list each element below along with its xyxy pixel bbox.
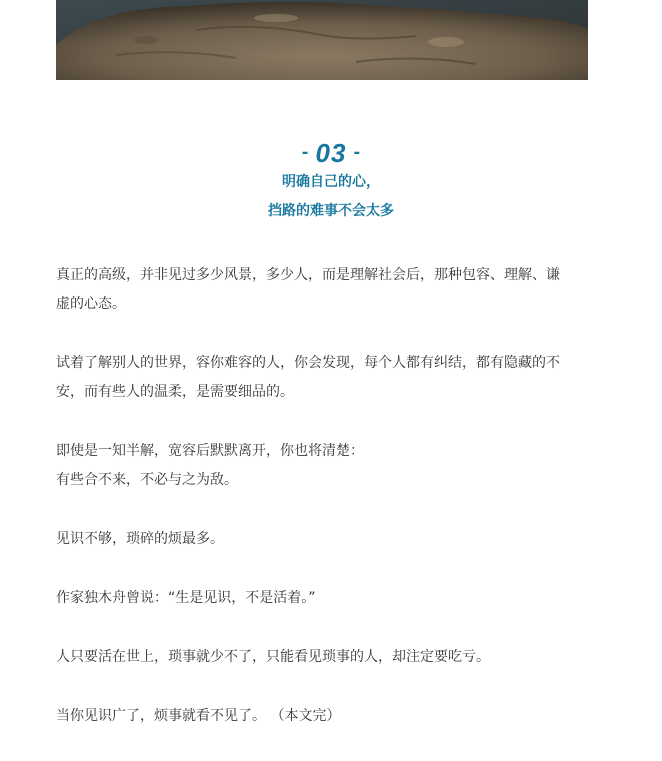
- paragraph-line: 见识不够，琐碎的烦最多。: [56, 531, 224, 547]
- paragraph: [56, 643, 606, 672]
- paragraph-line: 当你见识广了，烦事就看不见了。 （本文完）: [56, 708, 341, 724]
- paragraph-line: 即使是一知半解，宽容后默默离开，你也将清楚：: [56, 443, 364, 459]
- paragraph: [56, 437, 606, 495]
- section-header: [0, 136, 662, 226]
- section-number: 03: [315, 137, 347, 168]
- section-subtitle-line-1: 明确自己的心，: [282, 174, 380, 190]
- paragraph-line: 人只要活在世上，琐事就少不了，只能看见琐事的人，却注定要吃亏。: [56, 649, 490, 665]
- paragraph-line: 试着了解别人的世界，容你难容的人，你会发现，每个人都有纠结，都有隐藏的不: [56, 355, 560, 371]
- hero-image: [56, 0, 588, 80]
- section-number-line: [0, 136, 662, 168]
- paragraph: [56, 584, 606, 613]
- paragraph-line: 真正的高级，并非见过多少风景，多少人，而是理解社会后，那种包容、理解、谦: [56, 267, 560, 283]
- paragraph: [56, 525, 606, 554]
- section-subtitle-line-2: 挡路的难事不会太多: [268, 203, 394, 219]
- paragraph: [56, 702, 606, 731]
- paragraph-line: 虚的心态。: [56, 296, 126, 312]
- paragraph: [56, 261, 606, 319]
- dash-right: -: [353, 142, 361, 162]
- paragraph-line: 有些合不来，不必与之为敌。: [56, 472, 238, 488]
- article-body: [56, 261, 606, 761]
- dash-left: -: [301, 142, 309, 162]
- paragraph-line: 安，而有些人的温柔，是需要细品的。: [56, 384, 294, 400]
- paragraph-line: 作家独木舟曾说：“生是见识，不是活着。”: [56, 590, 316, 606]
- paragraph: [56, 349, 606, 407]
